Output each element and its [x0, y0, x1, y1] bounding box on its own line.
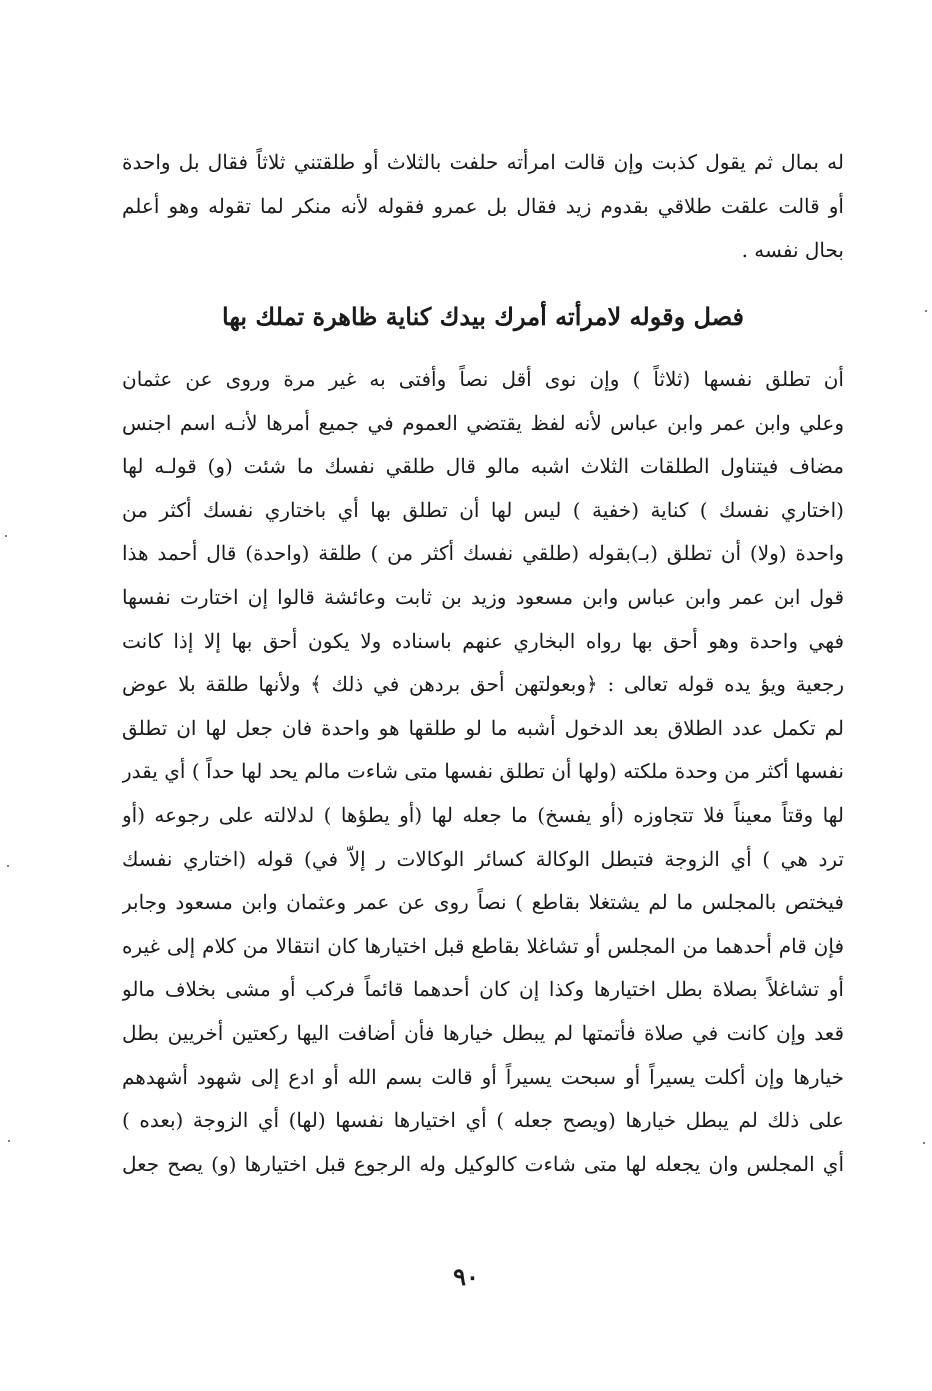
scan-speck [8, 1140, 10, 1142]
body-paragraph [122, 358, 844, 1186]
page-number: ٩٠ [453, 1262, 479, 1291]
scan-speck [5, 535, 7, 537]
text-line: بحال نفسه . [741, 238, 844, 262]
text-line: أو قالت علقت طلاقي بقدوم زيد فقال بل عمرو فقوله لأنه منكر لما تقوله وهو أعلم [122, 194, 844, 218]
text-line: (اختاري نفسك ) كناية (خفية ) ليس لها أن تطلق بها أي باختاري نفسك أكثر من [122, 497, 844, 522]
text-line: فيختص بالمجلس ما لم يشتغلا بقاطع ) نصاً روى عن عمر وعثمان وابن مسعود وجابر [122, 890, 844, 915]
section-heading: فصل وقوله لامرأته أمرك بيدك كناية ظاهرة تملك بها [222, 302, 744, 331]
text-line: رجعية ويؤ يده قوله تعالى : ﴿وبعولتهن أحق بردهن في ذلك ﴾ ولأنها طلقة بلا عوض [122, 672, 844, 697]
text-line: أي المجلس وان يجعله لها متى شاءت كالوكيل وله الرجوع قبل اختيارها (و) يصح جعل [122, 1151, 844, 1176]
text-line: خيارها وإن أكلت يسيراً أو سبحت يسيراً أو قالت بسم الله أو ادع إلى شهود أشهدهم [122, 1064, 844, 1089]
text-line: أو تشاغلاً بصلاة بطل اختيارها وكذا إن كان أحدهما قائماً فركب أو مشى بخلاف مالو [122, 977, 844, 1002]
text-line: نفسها أكثر من وحدة ملكته (ولها أن تطلق نفسها متى شاءت مالم يحد لها حداً ) أي يقدر [122, 759, 844, 784]
intro-paragraph [122, 140, 844, 272]
scan-speck [925, 310, 927, 312]
text-line: واحدة (ولا) أن تطلق (بـ)بقوله (طلقي نفسك أكثر من ) طلقة (واحدة) قال أحمد هذا [122, 541, 844, 566]
text-line: فهي واحدة وهو أحق بها رواه البخاري عنهم باسناده ولا يكون أحق بها إلا إذا كانت [122, 628, 844, 653]
text-line: وعلي وابن عمر وابن عباس لأنه لفظ يقتضي العموم في جميع أمرها لأنـه اسم اجنس [122, 410, 844, 435]
text-line: له بمال ثم يقول كذبت وإن قالت امرأته حلفت بالثلاث أو طلقتني ثلاثاً فقال بل واحدة [122, 150, 844, 174]
text-line: قول ابن عمر وابن عباس وابن مسعود وزيد بن ثابت وعائشة قالوا إن اختارت نفسها [122, 584, 844, 609]
text-line: ترد هي ) أي الزوجة فتبطل الوكالة كسائر الوكالات ر إلاّ في) قوله (اختاري نفسك [122, 846, 844, 871]
scan-speck [7, 865, 9, 867]
text-line: أن تطلق نفسها (ثلاثاً ) وإن نوى أقل نصاً وأفتى به غير مرة وروى عن عثمان [122, 367, 844, 391]
text-line: قعد وإن كانت في صلاة فأتمتها لم يبطل خيارها فأن أضافت اليها ركعتين أخريين بطل [122, 1020, 844, 1045]
text-line: على ذلك لم يبطل خيارها (ويصح جعله ) أي اختيارها نفسها (لها) أي الزوجة (بعده ) [122, 1108, 844, 1133]
scan-speck [923, 1142, 925, 1144]
text-line: فإن قام أحدهما من المجلس أو تشاغلا بقاطع قبل اختيارها كان انتقالا من كلام إلى غيره [122, 933, 844, 958]
text-line: لم تكمل عدد الطلاق بعد الدخول أشبه ما لو طلقها هو واحدة فان جعل لها ان تطلق [122, 715, 844, 740]
text-line: مضاف فيتناول الطلقات الثلاث اشبه مالو قال طلقي نفسك ما شئت (و) قولـه لها [122, 454, 844, 479]
text-line: لها وقتاً معيناً فلا تتجاوزه (أو يفسخ) ما جعله لها (أو يطؤها ) لدلالته على رجوعه (أو [122, 802, 844, 827]
